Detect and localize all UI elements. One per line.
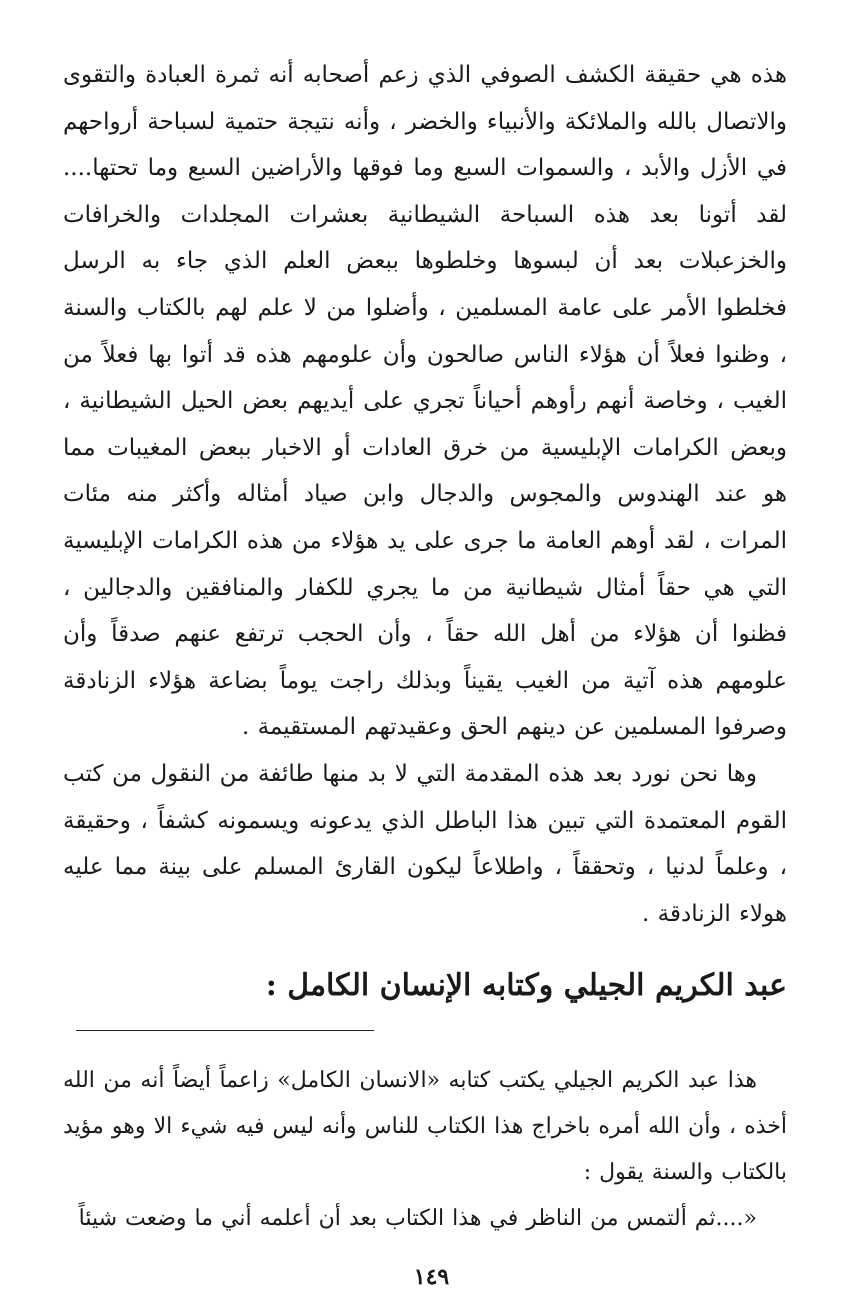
footnote-divider [76,1030,374,1031]
paragraph: «....ثم ألتمس من الناظر في هذا الكتاب بعد أن أعلمه أني ما وضعت شيئاً [78,1206,757,1231]
paragraph: هذه هي حقيقة الكشف الصوفي الذي زعم أصحابه أنه ثمرة العبادة والتقوى والاتصال بالله والملائكة والأنبياء والخضر ، وأنه نتيجة حتمية لسباحة أرواحهم في الأزل والأبد ، والسموات السبع وما فوقها والأراضين السبع وما تحتها.... لقد أتونا بعد هذه السباحة الشيطانية بعشرات المجلدات والخرافات والخزعبلات بعد أن لبسوها وخلطوها ببعض العلم الذي جاء به الرسل فخلطوا الأمر على عامة المسلمين ، وأضلوا من لا علم لهم بالكتاب والسنة ، وظنوا فعلاً أن هؤلاء الناس صالحون وأن علومهم هذه قد أتوا بها فعلاً من الغيب ، وخاصة أنهم رأوهم أحياناً تجري على أيديهم بعض الحيل الشيطانية ، وبعض الكرامات الإبليسية من خرق العادات أو الاخبار ببعض المغيبات مما هو عند الهندوس والمجوس والدجال وابن صياد أمثاله وأكثر منه مئات المرات ، لقد أوهم العامة ما جرى على يد هؤلاء من هذه الكرامات الإبليسية التي هي حقاً أمثال شيطانية من ما يجري للكفار والمنافقين والدجالين ، فظنوا أن هؤلاء من أهل الله حقاً ، وأن الحجب ترتفع عنهم صدقاً وأن علومهم هذه آتية من الغيب يقيناً وبذلك راجت يوماً بضاعة هؤلاء الزنادقة وصرفوا المسلمين عن دينهم الحق وعقيدتهم المستقيمة . [63,62,787,741]
footnote-section [63,1058,787,1242]
section-heading: عبد الكريم الجيلي وكتابه الإنسان الكامل : [265,968,787,1003]
paragraph: وها نحن نورد بعد هذه المقدمة التي لا بد منها طائفة من النقول من كتب القوم المعتمدة التي تبين هذا الباطل الذي يدعونه ويسمونه كشفاً ، وحقيقة ، وعلماً لدنيا ، وتحققاً ، واطلاعاً ليكون القارئ المسلم على بينة مما عليه هولاء الزنادقة . [63,760,787,927]
main-text-section [63,52,787,937]
paragraph: هذا عبد الكريم الجيلي يكتب كتابه «الانسان الكامل» زاعماً أيضاً أنه من الله أخذه ، وأن الله أمره باخراج هذا الكتاب للناس وأنه ليس فيه شيء الا وهو مؤيد بالكتاب والسنة يقول : [63,1068,787,1185]
page-number: ١٤٩ [413,1264,450,1290]
